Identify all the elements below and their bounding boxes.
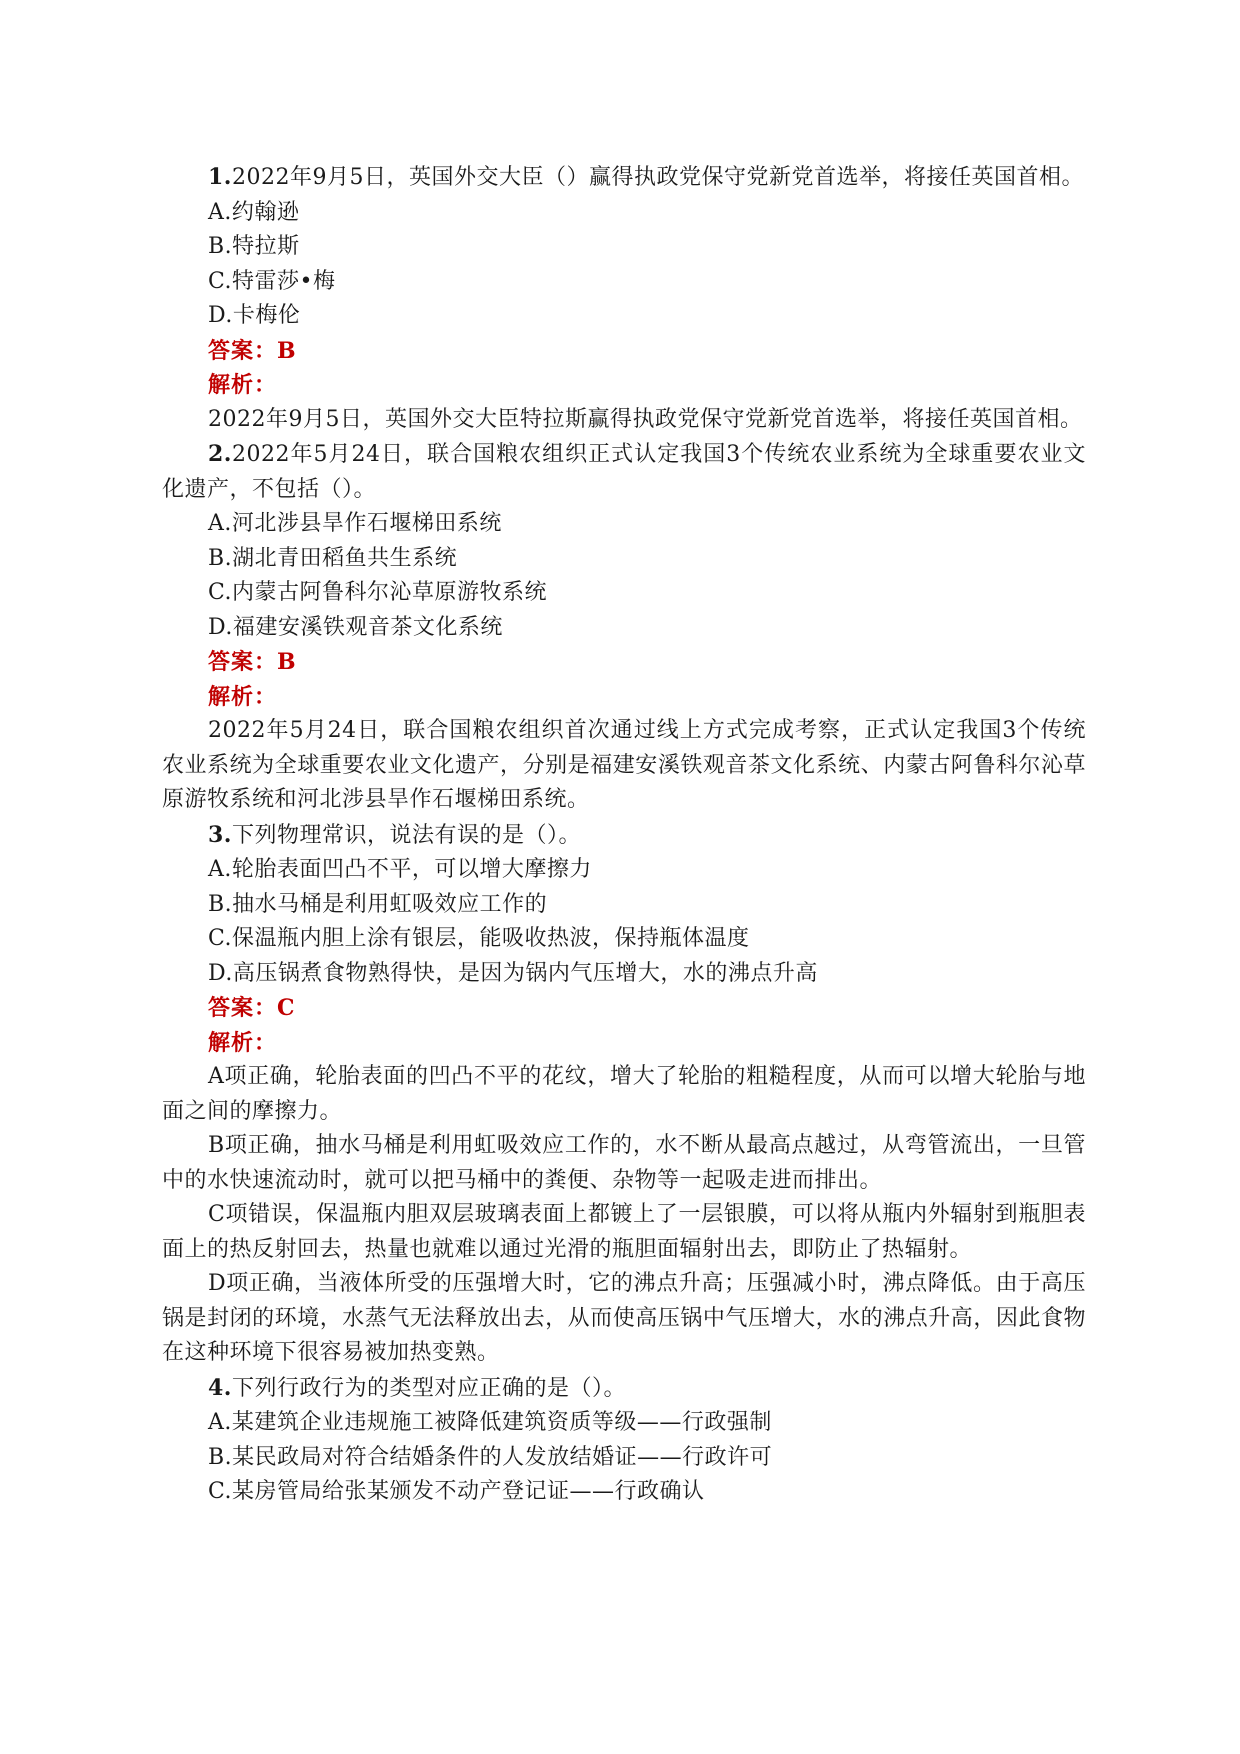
- answer-line: 答案：C: [208, 995, 296, 1021]
- option-d: D.卡梅伦: [208, 303, 301, 328]
- question-stem: [162, 1371, 1086, 1407]
- question-3: [162, 818, 1086, 1371]
- analysis-paragraph: C项错误，保温瓶内胆双层玻璃表面上都镀上了一层银膜，可以将从瓶内外辐射到瓶胆表面上的热反射回去，热量也就难以通过光滑的瓶胆面辐射出去，即防止了热辐射。: [162, 1202, 1086, 1262]
- question-number: 4.: [208, 1374, 232, 1401]
- option-a: A.轮胎表面凹凸不平，可以增大摩擦力: [208, 857, 592, 882]
- question-1: [162, 160, 1086, 437]
- option-a: A.约翰逊: [208, 199, 300, 225]
- question-text: 下列行政行为的类型对应正确的是（）。: [231, 1375, 626, 1401]
- answer-line: 答案：B: [208, 337, 297, 364]
- question-stem: [162, 818, 1086, 854]
- option-b: B.某民政局对符合结婚条件的人发放结婚证——行政许可: [208, 1444, 773, 1470]
- analysis-paragraph: 2022年5月24日，联合国粮农组织首次通过线上方式完成考察，正式认定我国3个传统农业系统为全球重要农业文化遗产，分别是福建安溪铁观音茶文化系统、内蒙古阿鲁科尔沁草原游牧系统和河北涉县旱作石堰梯田系统。: [162, 718, 1086, 812]
- question-number: 3.: [208, 821, 232, 848]
- option-c: C.保温瓶内胆上涂有银层，能吸收热波，保持瓶体温度: [208, 926, 750, 951]
- option-d: D.高压锅煮食物熟得快，是因为锅内气压增大，水的沸点升高: [208, 960, 818, 986]
- answer-line: 答案：B: [208, 649, 297, 675]
- analysis-paragraph: D项正确，当液体所受的压强增大时，它的沸点升高；压强减小时，沸点降低。由于高压锅是封闭的环境，水蒸气无法释放出去，从而使高压锅中气压增大，水的沸点升高，因此食物在这种环境下很容易被加热变熟。: [162, 1271, 1086, 1365]
- question-stem: [162, 437, 1086, 507]
- analysis-label: 解析：: [208, 372, 278, 398]
- document-page: [162, 160, 1086, 1510]
- question-4: [162, 1371, 1086, 1510]
- analysis-paragraph: 2022年9月5日，英国外交大臣特拉斯赢得执政党保守党新党首选举，将接任英国首相。: [208, 406, 1083, 432]
- option-c: C.内蒙古阿鲁科尔沁草原游牧系统: [208, 580, 548, 605]
- question-text: 2022年5月24日，联合国粮农组织正式认定我国3个传统农业系统为全球重要农业文化遗产，不包括（）。: [162, 442, 1086, 502]
- analysis-paragraph: A项正确，轮胎表面的凹凸不平的花纹，增大了轮胎的粗糙程度，从而可以增大轮胎与地面之间的摩擦力。: [162, 1064, 1086, 1124]
- question-stem: [162, 160, 1086, 196]
- option-a: A.某建筑企业违规施工被降低建筑资质等级——行政强制: [208, 1410, 772, 1435]
- option-a: A.河北涉县旱作石堰梯田系统: [208, 511, 502, 536]
- option-b: B.湖北青田稻鱼共生系统: [208, 545, 458, 571]
- option-b: B.抽水马桶是利用虹吸效应工作的: [208, 891, 548, 917]
- option-d: D.福建安溪铁观音茶文化系统: [208, 614, 503, 640]
- question-number: 1.: [208, 164, 232, 190]
- option-c: C.某房管局给张某颁发不动产登记证——行政确认: [208, 1479, 705, 1504]
- question-text: 2022年9月5日，英国外交大臣（）赢得执政党保守党新党首选举，将接任英国首相。: [231, 165, 1084, 190]
- analysis-label: 解析：: [208, 683, 278, 710]
- question-text: 下列物理常识，说法有误的是（）。: [231, 822, 581, 848]
- analysis-label: 解析：: [208, 1029, 278, 1056]
- analysis-paragraph: B项正确，抽水马桶是利用虹吸效应工作的，水不断从最高点越过，从弯管流出，一旦管中的水快速流动时，就可以把马桶中的粪便、杂物等一起吸走进而排出。: [162, 1133, 1086, 1193]
- option-b: B.特拉斯: [208, 234, 300, 259]
- question-number: 2.: [208, 441, 232, 467]
- option-c: C.特雷莎•梅: [208, 268, 336, 294]
- question-2: [162, 437, 1086, 818]
